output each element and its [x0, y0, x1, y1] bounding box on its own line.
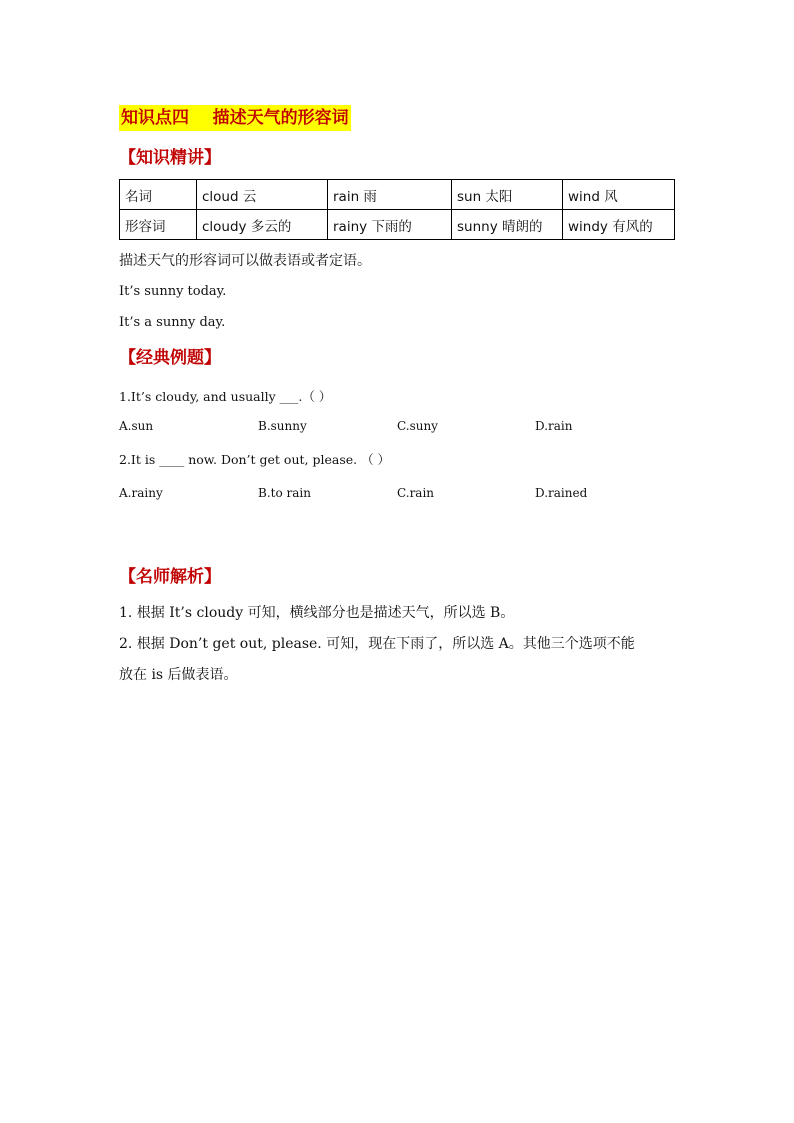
table-cell: sun 太阳 — [452, 180, 563, 210]
option-d: D.rain — [535, 419, 573, 433]
table-cell: windy 有风的 — [563, 210, 675, 240]
table-cell: wind 风 — [563, 180, 675, 210]
example-sentence: It’s a sunny day. — [119, 315, 226, 330]
grammar-note: 描述天气的形容词可以做表语或者定语。 — [119, 253, 371, 269]
table-cell: cloud 云 — [197, 180, 328, 210]
option-b: B.sunny — [258, 419, 307, 433]
explanation-1: 1. 根据 It’s cloudy 可知，横线部分也是描述天气，所以选 B。 — [119, 605, 515, 621]
table-row — [120, 180, 675, 210]
option-b: B.to rain — [258, 486, 311, 500]
table-row — [120, 210, 675, 240]
table-cell: rain 雨 — [328, 180, 452, 210]
option-a: A.rainy — [119, 486, 163, 500]
explanation-2-line-2: 放在 is 后做表语。 — [119, 667, 238, 683]
topic-title: 知识点四 描述天气的形容词 — [119, 105, 351, 131]
section-heading-knowledge: 【知识精讲】 — [119, 148, 221, 168]
table-cell: rainy 下雨的 — [328, 210, 452, 240]
section-heading-examples: 【经典例题】 — [119, 348, 221, 368]
example-sentence: It’s sunny today. — [119, 284, 227, 299]
question-1: 1.It’s cloudy, and usually ___.（ ） — [119, 389, 332, 404]
option-c: C.rain — [397, 486, 435, 500]
explanation-2 — [119, 629, 679, 691]
table-cell: sunny 晴朗的 — [452, 210, 563, 240]
option-d: D.rained — [535, 486, 588, 500]
question-2-options — [119, 486, 679, 504]
section-heading-analysis: 【名师解析】 — [119, 567, 221, 587]
table-cell: 名词 — [120, 180, 197, 210]
explanation-2-line-1: 2. 根据 Don’t get out, please. 可知，现在下雨了，所以选 A。其他三个选项不能 — [119, 636, 635, 652]
vocab-table — [119, 179, 675, 240]
question-2: 2.It is ____ now. Don’t get out, please. （ ） — [119, 452, 391, 467]
option-a: A.sun — [119, 419, 154, 433]
table-cell: cloudy 多云的 — [197, 210, 328, 240]
table-cell: 形容词 — [120, 210, 197, 240]
option-c: C.suny — [397, 419, 438, 433]
question-1-options — [119, 419, 679, 437]
